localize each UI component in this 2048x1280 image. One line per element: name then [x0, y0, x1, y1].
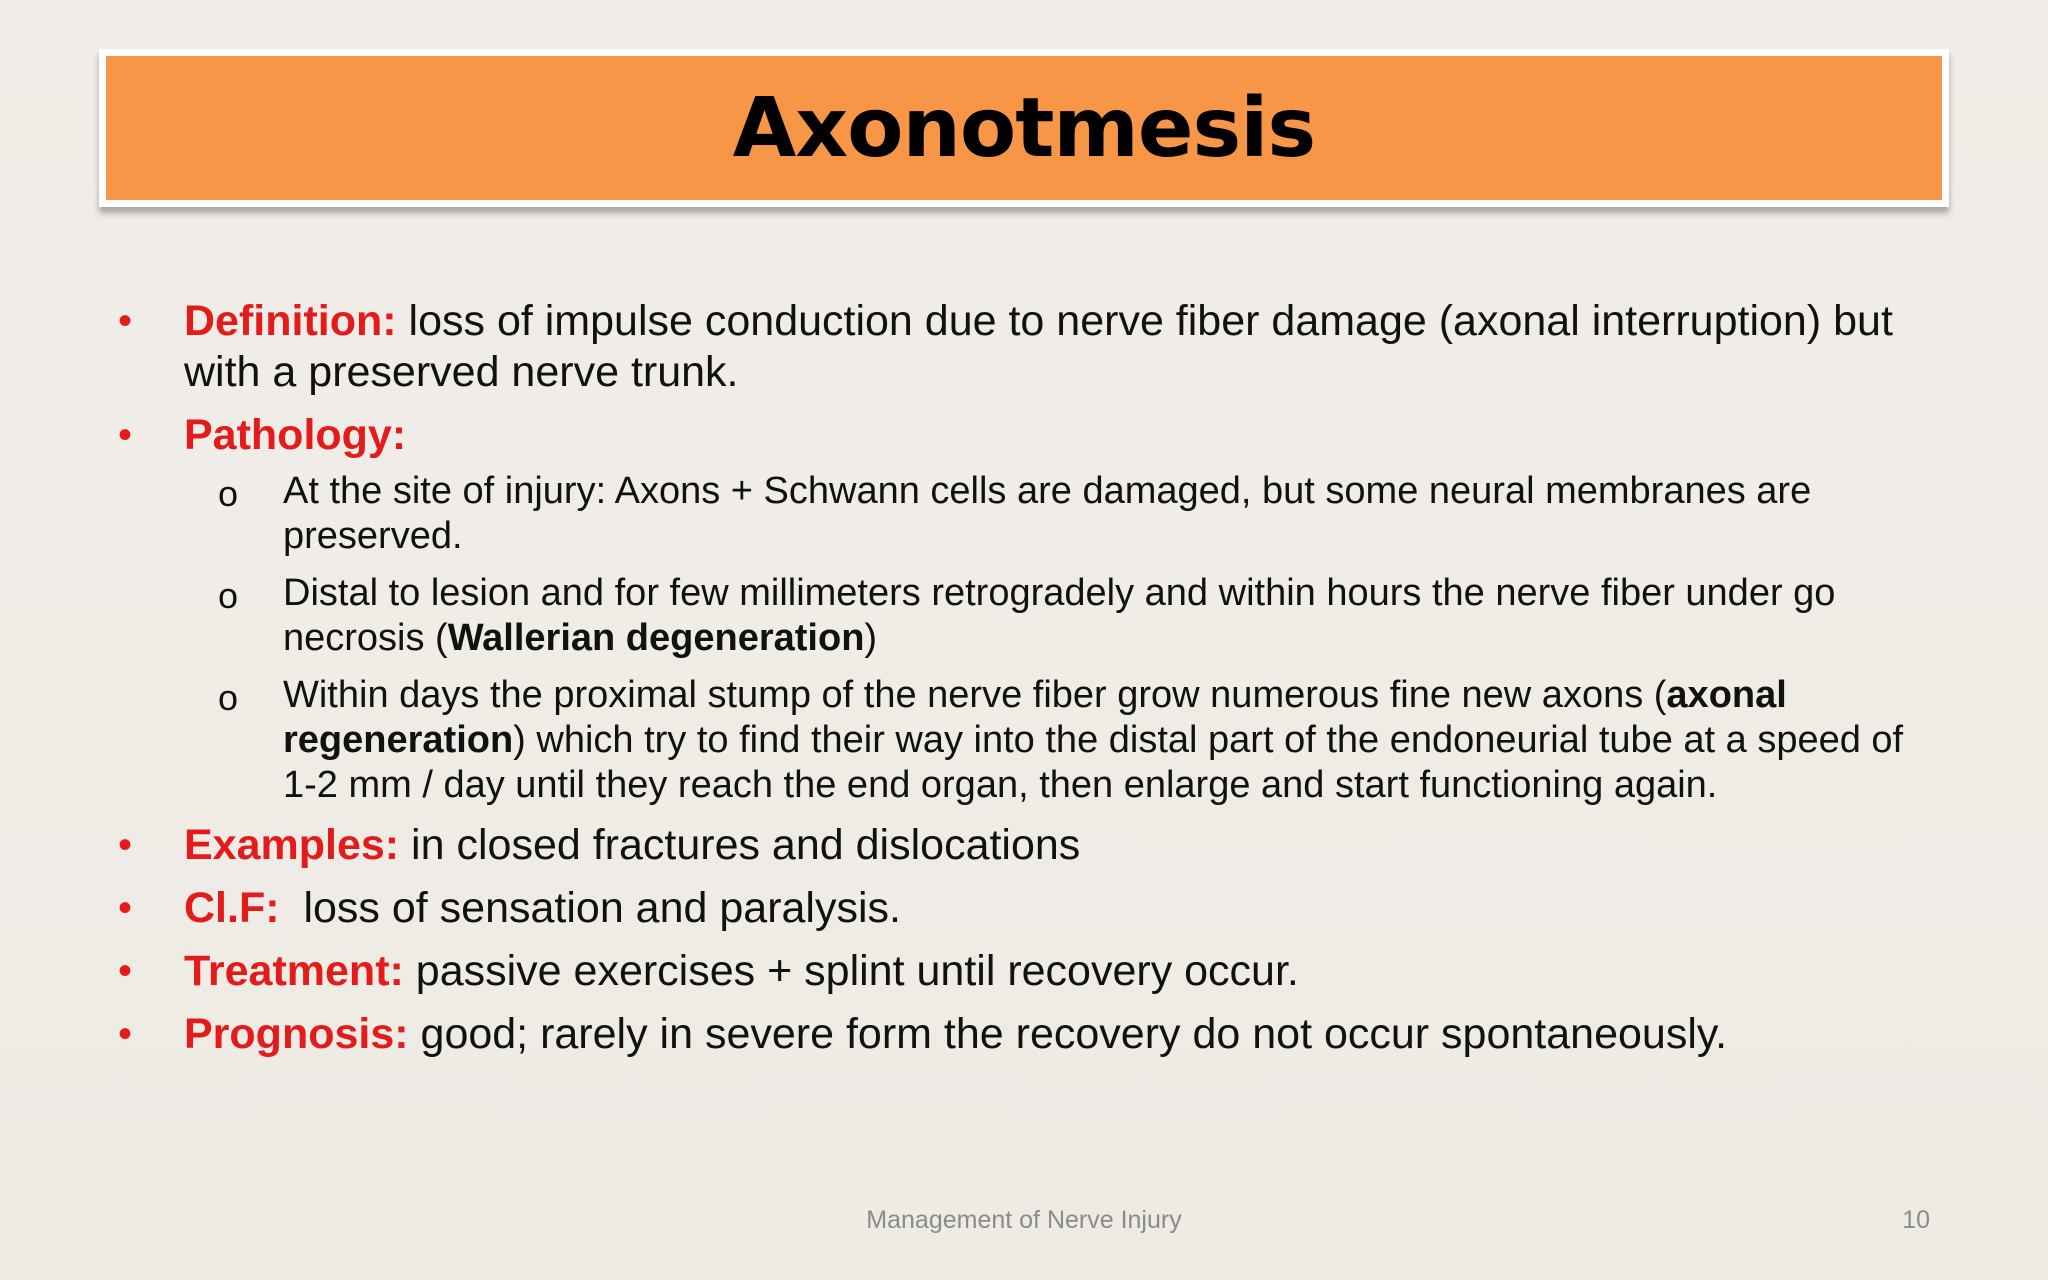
- pathology-sublist: [208, 469, 1938, 808]
- bullet-icon: •: [118, 413, 133, 457]
- pathology-item-regeneration: [208, 673, 1938, 808]
- prognosis-text: good; rarely in severe form the recovery do not occur spontaneously.: [408, 1010, 1728, 1058]
- prognosis-label: Prognosis:: [184, 1010, 409, 1058]
- bullet-icon: •: [118, 299, 133, 343]
- treatment-label: Treatment:: [184, 947, 404, 995]
- examples-text: in closed fractures and dislocations: [399, 821, 1081, 869]
- definition-label: Definition:: [184, 297, 397, 345]
- bullet-list: [118, 296, 1938, 1072]
- wallerian-term: Wallerian degeneration: [447, 617, 865, 659]
- pathology-item-text: Distal to lesion and for few millimeters retrogradely and within hours the nerve fiber under go necrosis (: [283, 572, 1836, 659]
- bullet-clinical-features: [118, 883, 1938, 934]
- definition-text: loss of impulse conduction due to nerve fiber damage (axonal interruption) but with a preserved nerve trunk.: [184, 297, 1893, 396]
- treatment-text: passive exercises + splint until recovery occur.: [403, 947, 1299, 995]
- footer-title: Management of Nerve Injury: [866, 1206, 1182, 1234]
- pathology-item-text-end: ) which try to find their way into the distal part of the endoneurial tube at a speed of 1-2 mm / day until they reach the end organ, then enlarge and start functioning again.: [283, 719, 1904, 806]
- clf-label: Cl.F:: [184, 884, 280, 932]
- hollow-circle-icon: o: [218, 677, 239, 718]
- pathology-label: Pathology:: [184, 411, 407, 459]
- hollow-circle-icon: o: [218, 575, 239, 616]
- bullet-definition: [118, 296, 1938, 398]
- bullet-prognosis: [118, 1009, 1938, 1060]
- pathology-item-text: At the site of injury: Axons + Schwann cells are damaged, but some neural membranes are preserved.: [283, 470, 1812, 557]
- pathology-item-text: Within days the proximal stump of the nerve fiber grow numerous fine new axons (: [283, 674, 1667, 716]
- bullet-icon: •: [118, 886, 133, 930]
- bullet-icon: •: [118, 1012, 133, 1056]
- pathology-item-text-end: ): [864, 617, 878, 659]
- page-number: 10: [1902, 1206, 1930, 1234]
- bullet-icon: •: [118, 949, 133, 993]
- bullet-treatment: [118, 946, 1938, 997]
- bullet-pathology: [118, 410, 1938, 808]
- slide-title: Axonotmesis: [732, 80, 1316, 176]
- pathology-item-distal: [208, 571, 1938, 661]
- title-banner: [99, 49, 1949, 207]
- examples-label: Examples:: [184, 821, 400, 869]
- hollow-circle-icon: o: [218, 473, 239, 514]
- clf-text: loss of sensation and paralysis.: [279, 884, 901, 932]
- regeneration-term: axonal regeneration: [283, 674, 1787, 761]
- bullet-examples: [118, 820, 1938, 871]
- bullet-icon: •: [118, 823, 133, 867]
- pathology-item-site: [208, 469, 1938, 559]
